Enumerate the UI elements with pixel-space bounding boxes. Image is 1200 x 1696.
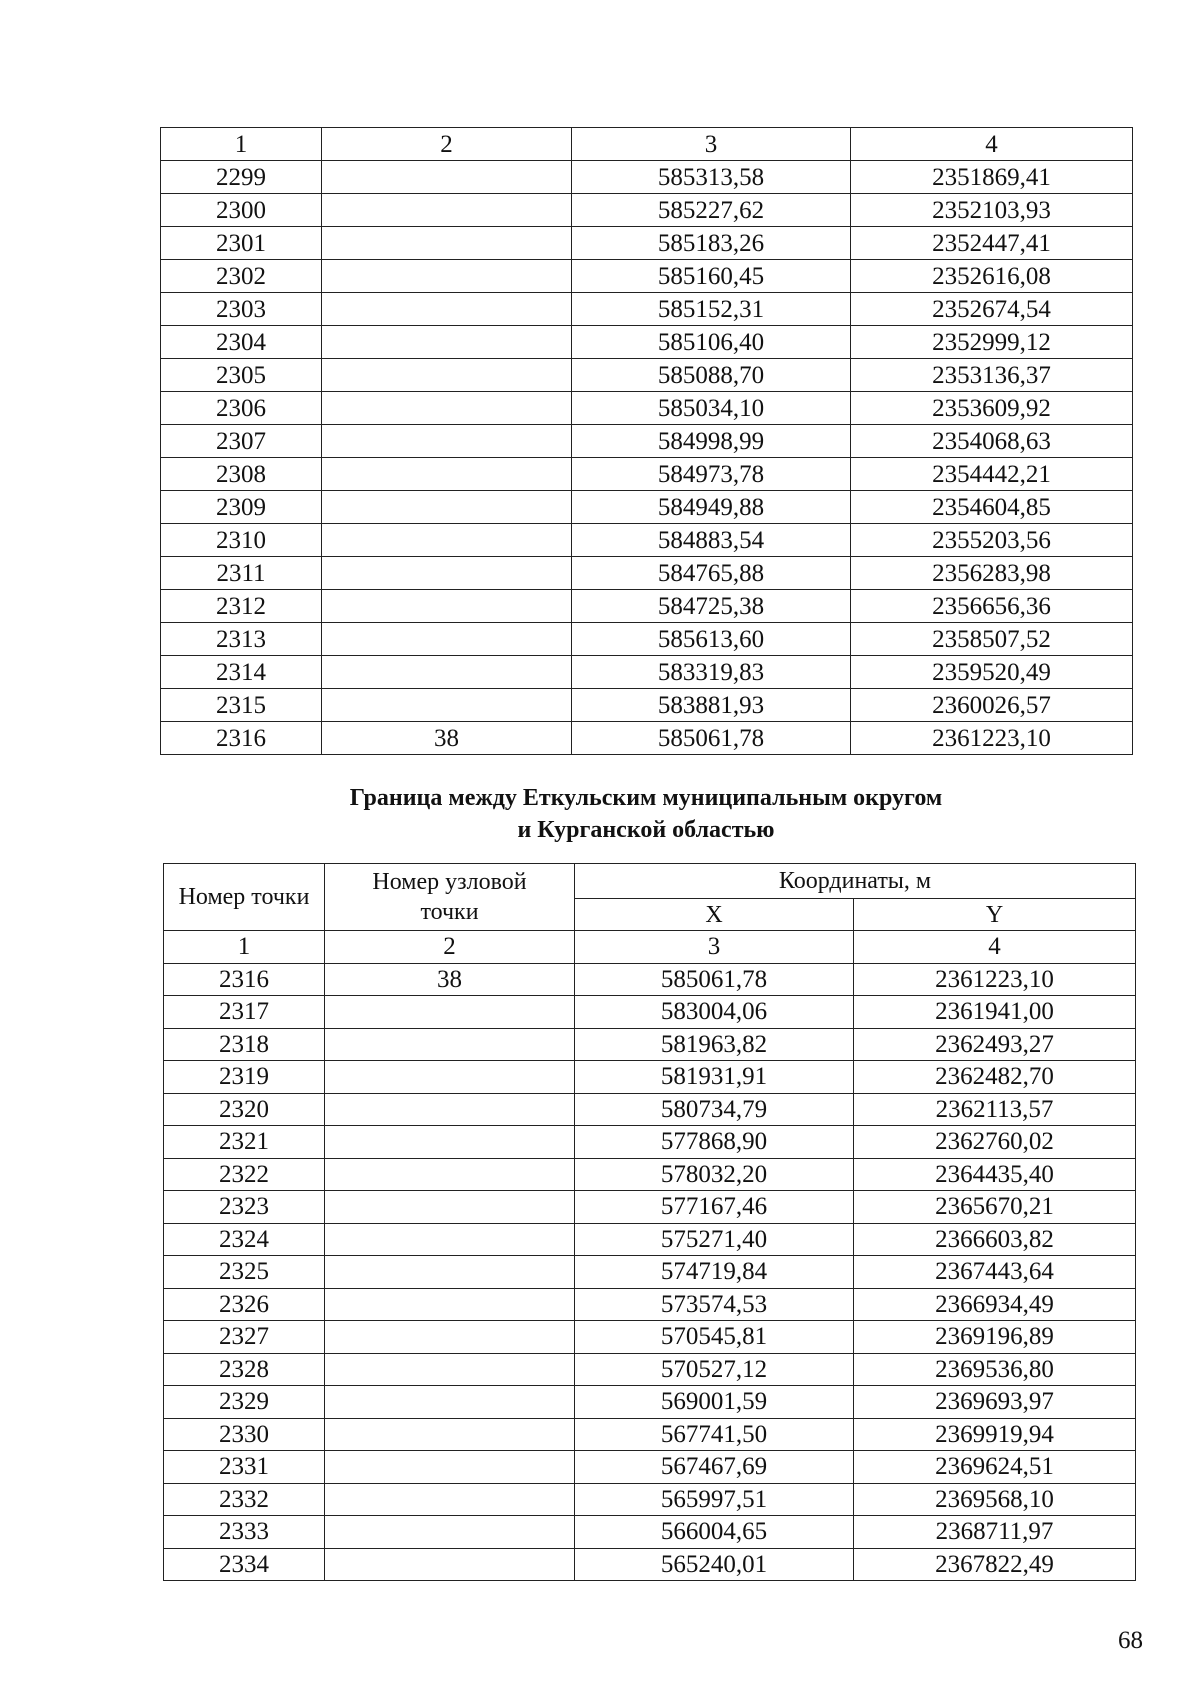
x-coordinate-cell: 565240,01: [575, 1548, 854, 1581]
table-row: [164, 1223, 1136, 1256]
column-number-cell: 1: [161, 128, 322, 161]
point-number-cell: 2311: [161, 557, 322, 590]
coordinates-header: Координаты, м: [575, 864, 1136, 899]
node-point-cell: [322, 425, 572, 458]
column-number-cell: 2: [322, 128, 572, 161]
table-row: [161, 161, 1133, 194]
y-coordinate-cell: 2354604,85: [851, 491, 1133, 524]
point-number-cell: 2312: [161, 590, 322, 623]
x-coordinate-cell: 585152,31: [572, 293, 851, 326]
y-coordinate-cell: 2356283,98: [851, 557, 1133, 590]
top-coordinates-table: [160, 127, 1133, 755]
table-row: [164, 1028, 1136, 1061]
table-row: [161, 260, 1133, 293]
y-coordinate-cell: 2365670,21: [854, 1191, 1136, 1224]
point-number-cell: 2305: [161, 359, 322, 392]
section-title: [160, 782, 1132, 846]
x-coordinate-cell: 585034,10: [572, 392, 851, 425]
point-number-cell: 2314: [161, 656, 322, 689]
point-number-cell: 2322: [164, 1158, 325, 1191]
point-number-cell: 2303: [161, 293, 322, 326]
top-table-body: [161, 128, 1133, 755]
y-coordinate-cell: 2369624,51: [854, 1451, 1136, 1484]
node-point-cell: [325, 1483, 575, 1516]
y-coordinate-cell: 2369693,97: [854, 1386, 1136, 1419]
node-point-cell: [325, 1548, 575, 1581]
top-table-number-row: [161, 128, 1133, 161]
point-number-cell: 2306: [161, 392, 322, 425]
bottom-table-number-row: [164, 931, 1136, 964]
node-point-cell: [322, 260, 572, 293]
table-row: [164, 1321, 1136, 1354]
x-coordinate-cell: 577868,90: [575, 1126, 854, 1159]
y-coordinate-cell: 2352447,41: [851, 227, 1133, 260]
x-coordinate-cell: 585613,60: [572, 623, 851, 656]
column-number-cell: 4: [854, 931, 1136, 964]
node-point-cell: [325, 1516, 575, 1549]
point-number-cell: 2329: [164, 1386, 325, 1419]
node-point-cell: [322, 458, 572, 491]
table-row: [161, 590, 1133, 623]
y-coordinate-cell: 2369919,94: [854, 1418, 1136, 1451]
point-number-header: Номер точки: [164, 864, 325, 931]
node-point-cell: [322, 590, 572, 623]
x-coordinate-cell: 567741,50: [575, 1418, 854, 1451]
section-title-line-1: Граница между Еткульским муниципальным округом: [349, 785, 943, 811]
y-coordinate-cell: 2369536,80: [854, 1353, 1136, 1386]
node-point-number-header: Номер узловой точки: [325, 864, 575, 931]
x-coordinate-cell: 585061,78: [575, 963, 854, 996]
x-coordinate-cell: 585061,78: [572, 722, 851, 755]
x-coordinate-cell: 570545,81: [575, 1321, 854, 1354]
x-header: X: [575, 899, 854, 931]
point-number-cell: 2331: [164, 1451, 325, 1484]
x-coordinate-cell: 577167,46: [575, 1191, 854, 1224]
node-point-cell: [325, 1288, 575, 1321]
column-number-cell: 3: [572, 128, 851, 161]
point-number-cell: 2301: [161, 227, 322, 260]
node-point-cell: [325, 1256, 575, 1289]
y-coordinate-cell: 2367822,49: [854, 1548, 1136, 1581]
x-coordinate-cell: 584973,78: [572, 458, 851, 491]
node-point-cell: [322, 656, 572, 689]
x-coordinate-cell: 585183,26: [572, 227, 851, 260]
x-coordinate-cell: 585313,58: [572, 161, 851, 194]
header-row: [164, 864, 1136, 899]
y-coordinate-cell: 2354068,63: [851, 425, 1133, 458]
x-coordinate-cell: 581963,82: [575, 1028, 854, 1061]
table-row: [161, 458, 1133, 491]
table-row: [164, 1353, 1136, 1386]
y-coordinate-cell: 2361223,10: [854, 963, 1136, 996]
node-point-cell: [325, 1093, 575, 1126]
point-number-cell: 2319: [164, 1061, 325, 1094]
x-coordinate-cell: 580734,79: [575, 1093, 854, 1126]
point-number-cell: 2333: [164, 1516, 325, 1549]
column-number-cell: 3: [575, 931, 854, 964]
x-coordinate-cell: 569001,59: [575, 1386, 854, 1419]
y-coordinate-cell: 2352103,93: [851, 194, 1133, 227]
x-coordinate-cell: 584765,88: [572, 557, 851, 590]
x-coordinate-cell: 570527,12: [575, 1353, 854, 1386]
table-row: [161, 656, 1133, 689]
node-point-cell: [325, 1223, 575, 1256]
y-header: Y: [854, 899, 1136, 931]
node-point-cell: [322, 194, 572, 227]
y-coordinate-cell: 2355203,56: [851, 524, 1133, 557]
y-coordinate-cell: 2362493,27: [854, 1028, 1136, 1061]
table-row: [164, 996, 1136, 1029]
point-number-cell: 2309: [161, 491, 322, 524]
y-coordinate-cell: 2352616,08: [851, 260, 1133, 293]
node-point-cell: [322, 557, 572, 590]
x-coordinate-cell: 584725,38: [572, 590, 851, 623]
node-point-cell: [325, 1321, 575, 1354]
table-row: [161, 326, 1133, 359]
point-number-cell: 2317: [164, 996, 325, 1029]
node-point-cell: 38: [322, 722, 572, 755]
y-coordinate-cell: 2354442,21: [851, 458, 1133, 491]
point-number-cell: 2326: [164, 1288, 325, 1321]
point-number-cell: 2316: [164, 963, 325, 996]
point-number-cell: 2304: [161, 326, 322, 359]
point-number-cell: 2300: [161, 194, 322, 227]
x-coordinate-cell: 566004,65: [575, 1516, 854, 1549]
point-number-cell: 2308: [161, 458, 322, 491]
node-point-cell: [322, 623, 572, 656]
node-point-cell: [325, 1418, 575, 1451]
table-row: [164, 1451, 1136, 1484]
y-coordinate-cell: 2360026,57: [851, 689, 1133, 722]
node-point-cell: [325, 1451, 575, 1484]
page-number: 68: [1118, 1627, 1143, 1654]
table-row: [164, 1386, 1136, 1419]
point-number-cell: 2310: [161, 524, 322, 557]
table-row: [164, 1158, 1136, 1191]
column-number-cell: 4: [851, 128, 1133, 161]
table-row: [161, 722, 1133, 755]
table-row: [164, 1483, 1136, 1516]
point-number-cell: 2316: [161, 722, 322, 755]
x-coordinate-cell: 573574,53: [575, 1288, 854, 1321]
x-coordinate-cell: 583004,06: [575, 996, 854, 1029]
table-row: [164, 1126, 1136, 1159]
y-coordinate-cell: 2362113,57: [854, 1093, 1136, 1126]
x-coordinate-cell: 584998,99: [572, 425, 851, 458]
table-row: [164, 1548, 1136, 1581]
node-point-cell: [322, 689, 572, 722]
y-coordinate-cell: 2367443,64: [854, 1256, 1136, 1289]
y-coordinate-cell: 2358507,52: [851, 623, 1133, 656]
table-row: [164, 1191, 1136, 1224]
point-number-cell: 2325: [164, 1256, 325, 1289]
point-number-cell: 2323: [164, 1191, 325, 1224]
point-number-cell: 2328: [164, 1353, 325, 1386]
node-point-cell: [325, 1386, 575, 1419]
x-coordinate-cell: 578032,20: [575, 1158, 854, 1191]
node-point-cell: 38: [325, 963, 575, 996]
node-point-cell: [325, 1191, 575, 1224]
x-coordinate-cell: 583319,83: [572, 656, 851, 689]
point-number-cell: 2320: [164, 1093, 325, 1126]
x-coordinate-cell: 585227,62: [572, 194, 851, 227]
table-row: [164, 1093, 1136, 1126]
column-number-cell: 1: [164, 931, 325, 964]
y-coordinate-cell: 2353136,37: [851, 359, 1133, 392]
point-number-cell: 2324: [164, 1223, 325, 1256]
section-title-line-2: и Курганской областью: [517, 817, 775, 843]
table-row: [164, 963, 1136, 996]
table-row: [161, 425, 1133, 458]
x-coordinate-cell: 583881,93: [572, 689, 851, 722]
point-number-cell: 2330: [164, 1418, 325, 1451]
table-row: [164, 1256, 1136, 1289]
table-row: [161, 227, 1133, 260]
bottom-coordinates-table: [163, 863, 1136, 1581]
y-coordinate-cell: 2368711,97: [854, 1516, 1136, 1549]
y-coordinate-cell: 2353609,92: [851, 392, 1133, 425]
table-row: [161, 491, 1133, 524]
table-row: [161, 623, 1133, 656]
point-number-cell: 2307: [161, 425, 322, 458]
table-row: [161, 194, 1133, 227]
node-point-cell: [322, 359, 572, 392]
point-number-cell: 2299: [161, 161, 322, 194]
point-number-cell: 2318: [164, 1028, 325, 1061]
y-coordinate-cell: 2369568,10: [854, 1483, 1136, 1516]
node-point-cell: [322, 161, 572, 194]
y-coordinate-cell: 2364435,40: [854, 1158, 1136, 1191]
y-coordinate-cell: 2352674,54: [851, 293, 1133, 326]
column-number-cell: 2: [325, 931, 575, 964]
y-coordinate-cell: 2362482,70: [854, 1061, 1136, 1094]
y-coordinate-cell: 2351869,41: [851, 161, 1133, 194]
node-point-cell: [322, 491, 572, 524]
y-coordinate-cell: 2361223,10: [851, 722, 1133, 755]
y-coordinate-cell: 2361941,00: [854, 996, 1136, 1029]
point-number-cell: 2302: [161, 260, 322, 293]
bottom-table-body: [164, 864, 1136, 1581]
node-point-cell: [325, 1158, 575, 1191]
node-point-cell: [325, 1028, 575, 1061]
y-coordinate-cell: 2369196,89: [854, 1321, 1136, 1354]
x-coordinate-cell: 567467,69: [575, 1451, 854, 1484]
node-point-cell: [322, 293, 572, 326]
x-coordinate-cell: 584949,88: [572, 491, 851, 524]
node-point-cell: [325, 1353, 575, 1386]
table-row: [164, 1516, 1136, 1549]
table-row: [164, 1418, 1136, 1451]
x-coordinate-cell: 584883,54: [572, 524, 851, 557]
y-coordinate-cell: 2356656,36: [851, 590, 1133, 623]
point-number-cell: 2315: [161, 689, 322, 722]
point-number-cell: 2332: [164, 1483, 325, 1516]
x-coordinate-cell: 585160,45: [572, 260, 851, 293]
x-coordinate-cell: 581931,91: [575, 1061, 854, 1094]
point-number-cell: 2321: [164, 1126, 325, 1159]
y-coordinate-cell: 2366603,82: [854, 1223, 1136, 1256]
point-number-cell: 2313: [161, 623, 322, 656]
node-point-cell: [322, 392, 572, 425]
x-coordinate-cell: 585106,40: [572, 326, 851, 359]
table-row: [161, 689, 1133, 722]
y-coordinate-cell: 2362760,02: [854, 1126, 1136, 1159]
table-row: [161, 359, 1133, 392]
point-number-cell: 2334: [164, 1548, 325, 1581]
point-number-cell: 2327: [164, 1321, 325, 1354]
y-coordinate-cell: 2359520,49: [851, 656, 1133, 689]
y-coordinate-cell: 2366934,49: [854, 1288, 1136, 1321]
x-coordinate-cell: 575271,40: [575, 1223, 854, 1256]
table-row: [161, 557, 1133, 590]
x-coordinate-cell: 574719,84: [575, 1256, 854, 1289]
table-row: [161, 293, 1133, 326]
node-point-cell: [322, 227, 572, 260]
node-point-cell: [322, 524, 572, 557]
node-point-cell: [325, 1126, 575, 1159]
node-point-cell: [325, 1061, 575, 1094]
table-row: [161, 392, 1133, 425]
table-row: [161, 524, 1133, 557]
node-point-cell: [322, 326, 572, 359]
table-row: [164, 1288, 1136, 1321]
node-point-cell: [325, 996, 575, 1029]
x-coordinate-cell: 585088,70: [572, 359, 851, 392]
x-coordinate-cell: 565997,51: [575, 1483, 854, 1516]
y-coordinate-cell: 2352999,12: [851, 326, 1133, 359]
table-row: [164, 1061, 1136, 1094]
